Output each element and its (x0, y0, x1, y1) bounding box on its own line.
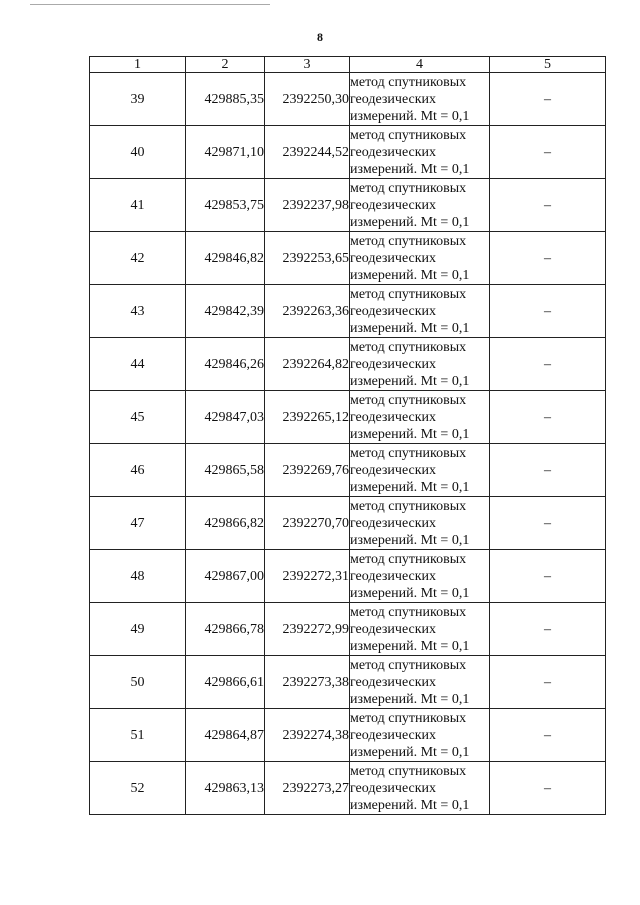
method-line: метод спутниковых (350, 551, 467, 567)
note-dash: – (490, 603, 606, 656)
header-col-3: 3 (265, 57, 350, 73)
method-line: метод спутниковых (350, 127, 467, 143)
method-line: измерений. Mt = 0,1 (350, 691, 470, 707)
method-line: геодезических (350, 727, 437, 743)
method-line: измерений. Mt = 0,1 (350, 267, 470, 283)
method-line: метод спутниковых (350, 498, 467, 514)
note-dash: – (490, 762, 606, 815)
coordinate-x: 429842,39 (186, 285, 265, 338)
note-dash: – (490, 179, 606, 232)
table-row (90, 391, 606, 444)
method-line: измерений. Mt = 0,1 (350, 214, 470, 230)
method-line: метод спутниковых (350, 74, 467, 90)
method-line: геодезических (350, 197, 437, 213)
method-line: измерений. Mt = 0,1 (350, 744, 470, 760)
method-description (350, 232, 490, 285)
method-line: метод спутниковых (350, 657, 467, 673)
coordinate-x: 429867,00 (186, 550, 265, 603)
note-dash: – (490, 391, 606, 444)
table-row (90, 709, 606, 762)
coordinate-x: 429885,35 (186, 73, 265, 126)
header-col-4: 4 (350, 57, 490, 73)
note-dash: – (490, 656, 606, 709)
coordinate-y: 2392244,52 (265, 126, 350, 179)
note-dash: – (490, 709, 606, 762)
table-row (90, 603, 606, 656)
method-description (350, 550, 490, 603)
coordinate-y: 2392253,65 (265, 232, 350, 285)
method-line: геодезических (350, 91, 437, 107)
method-line: метод спутниковых (350, 392, 467, 408)
method-line: геодезических (350, 515, 437, 531)
method-description (350, 497, 490, 550)
point-number: 49 (90, 603, 186, 656)
method-line: геодезических (350, 621, 437, 637)
point-number: 46 (90, 444, 186, 497)
method-description (350, 709, 490, 762)
method-line: измерений. Mt = 0,1 (350, 638, 470, 654)
coordinate-y: 2392273,27 (265, 762, 350, 815)
point-number: 43 (90, 285, 186, 338)
coordinate-x: 429865,58 (186, 444, 265, 497)
point-number: 47 (90, 497, 186, 550)
method-line: измерений. Mt = 0,1 (350, 373, 470, 389)
note-dash: – (490, 550, 606, 603)
table-row (90, 179, 606, 232)
coordinate-x: 429864,87 (186, 709, 265, 762)
point-number: 42 (90, 232, 186, 285)
method-description (350, 179, 490, 232)
table-row (90, 550, 606, 603)
method-description (350, 603, 490, 656)
table-body (90, 73, 606, 815)
coordinate-y: 2392273,38 (265, 656, 350, 709)
table-row (90, 444, 606, 497)
point-number: 44 (90, 338, 186, 391)
method-line: измерений. Mt = 0,1 (350, 161, 470, 177)
table-row (90, 497, 606, 550)
point-number: 40 (90, 126, 186, 179)
method-line: измерений. Mt = 0,1 (350, 108, 470, 124)
coordinates-table (89, 56, 606, 815)
method-line: метод спутниковых (350, 180, 467, 196)
method-line: измерений. Mt = 0,1 (350, 320, 470, 336)
note-dash: – (490, 285, 606, 338)
method-line: измерений. Mt = 0,1 (350, 585, 470, 601)
method-description (350, 338, 490, 391)
note-dash: – (490, 232, 606, 285)
method-line: геодезических (350, 780, 437, 796)
table-row (90, 126, 606, 179)
table-row (90, 73, 606, 126)
coordinate-y: 2392269,76 (265, 444, 350, 497)
method-line: измерений. Mt = 0,1 (350, 479, 470, 495)
coordinate-x: 429866,82 (186, 497, 265, 550)
coordinate-x: 429847,03 (186, 391, 265, 444)
method-line: метод спутниковых (350, 445, 467, 461)
method-line: измерений. Mt = 0,1 (350, 532, 470, 548)
top-rule (30, 4, 270, 5)
coordinate-y: 2392270,70 (265, 497, 350, 550)
method-description (350, 762, 490, 815)
method-line: геодезических (350, 674, 437, 690)
coordinate-y: 2392265,12 (265, 391, 350, 444)
point-number: 52 (90, 762, 186, 815)
point-number: 45 (90, 391, 186, 444)
method-line: геодезических (350, 409, 437, 425)
coordinate-y: 2392263,36 (265, 285, 350, 338)
coordinate-y: 2392250,30 (265, 73, 350, 126)
method-line: геодезических (350, 356, 437, 372)
method-line: измерений. Mt = 0,1 (350, 797, 470, 813)
method-line: метод спутниковых (350, 763, 467, 779)
method-line: геодезических (350, 144, 437, 160)
coordinate-y: 2392274,38 (265, 709, 350, 762)
header-col-2: 2 (186, 57, 265, 73)
note-dash: – (490, 126, 606, 179)
method-description (350, 444, 490, 497)
method-line: метод спутниковых (350, 339, 467, 355)
table-row (90, 285, 606, 338)
coordinate-x: 429846,26 (186, 338, 265, 391)
header-col-5: 5 (490, 57, 606, 73)
method-description (350, 126, 490, 179)
method-description (350, 285, 490, 338)
method-line: метод спутниковых (350, 604, 467, 620)
method-line: геодезических (350, 462, 437, 478)
coordinate-x: 429866,78 (186, 603, 265, 656)
method-line: метод спутниковых (350, 286, 467, 302)
method-description (350, 73, 490, 126)
coordinate-y: 2392272,99 (265, 603, 350, 656)
method-line: геодезических (350, 568, 437, 584)
method-line: геодезических (350, 250, 437, 266)
note-dash: – (490, 497, 606, 550)
note-dash: – (490, 73, 606, 126)
coordinate-y: 2392237,98 (265, 179, 350, 232)
table-row (90, 656, 606, 709)
point-number: 39 (90, 73, 186, 126)
method-description (350, 656, 490, 709)
point-number: 51 (90, 709, 186, 762)
point-number: 41 (90, 179, 186, 232)
coordinate-y: 2392272,31 (265, 550, 350, 603)
coordinate-x: 429853,75 (186, 179, 265, 232)
method-line: метод спутниковых (350, 233, 467, 249)
coordinate-x: 429846,82 (186, 232, 265, 285)
method-description (350, 391, 490, 444)
table-row (90, 232, 606, 285)
coordinate-y: 2392264,82 (265, 338, 350, 391)
table-row (90, 762, 606, 815)
coordinate-x: 429871,10 (186, 126, 265, 179)
header-col-1: 1 (90, 57, 186, 73)
point-number: 48 (90, 550, 186, 603)
coordinate-x: 429866,61 (186, 656, 265, 709)
method-line: метод спутниковых (350, 710, 467, 726)
page-number: 8 (317, 30, 323, 44)
note-dash: – (490, 444, 606, 497)
method-line: измерений. Mt = 0,1 (350, 426, 470, 442)
method-line: геодезических (350, 303, 437, 319)
coordinate-x: 429863,13 (186, 762, 265, 815)
note-dash: – (490, 338, 606, 391)
header-row (90, 57, 606, 73)
point-number: 50 (90, 656, 186, 709)
table-row (90, 338, 606, 391)
